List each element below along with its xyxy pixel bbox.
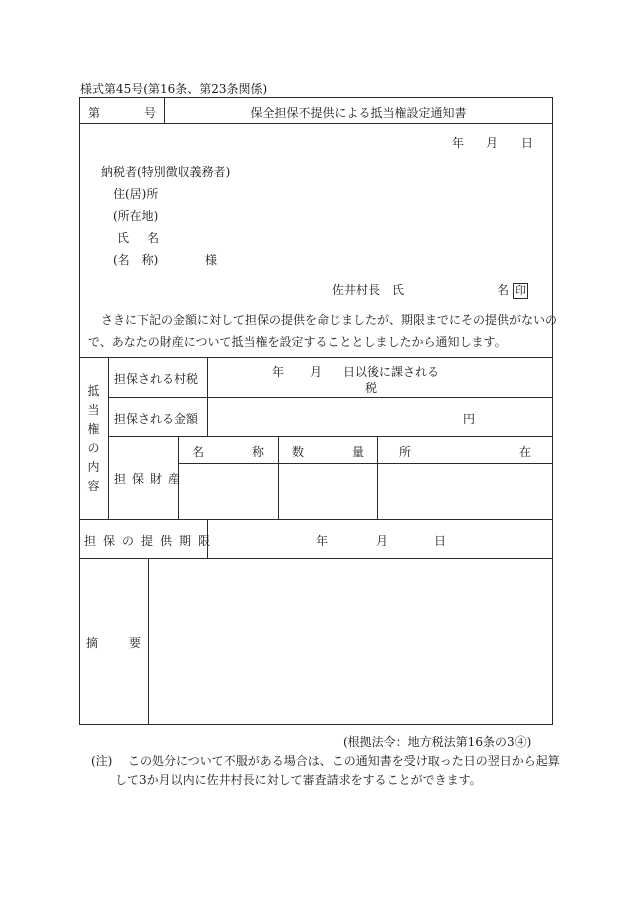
address-label: 住(居)所 — [113, 187, 159, 201]
col-location-header: 所 在 — [399, 445, 531, 459]
location-label: (所在地) — [113, 209, 159, 223]
deadline-top-line — [79, 519, 553, 520]
name-label-second: 名 — [147, 231, 160, 245]
note-prefix: (注) — [91, 754, 113, 768]
deadline-year: 年 — [316, 534, 329, 548]
tax-suffix: 税 — [365, 381, 378, 395]
issuer-name — [497, 281, 528, 299]
property-label: 担保財産 — [114, 472, 187, 486]
header-divider — [79, 123, 553, 124]
note-line-2: して3か月以内に佐井村長に対して審査請求をすることができます。 — [115, 773, 482, 787]
date-year: 年 — [452, 136, 465, 150]
tax-after-text: 日以後に課される — [343, 365, 440, 379]
summary-label: 摘 要 — [86, 636, 141, 650]
name-label-first: 氏 — [117, 231, 130, 245]
date-month: 月 — [486, 136, 499, 150]
seal-mark: 印 — [515, 284, 527, 297]
amount-label: 担保される金額 — [114, 412, 199, 426]
date-day: 日 — [521, 136, 534, 150]
property-header-divider — [178, 463, 553, 464]
form-serial-number — [88, 104, 156, 121]
summary-top-line — [79, 558, 553, 559]
number-suffix: 号 — [143, 106, 156, 120]
deadline-day: 日 — [434, 534, 447, 548]
col-qty-header: 数 量 — [292, 445, 364, 459]
name-qty-divider — [278, 436, 279, 519]
honorific: 様 — [205, 253, 218, 267]
body-text-line-2: で、あなたの財産について抵当権を設定することとしましたから通知します。 — [88, 335, 507, 349]
amount-unit: 円 — [463, 412, 476, 426]
issuer-name-char: 名 — [497, 283, 510, 297]
tax-label: 担保される村税 — [114, 372, 199, 386]
number-prefix: 第 — [88, 106, 101, 120]
body-text-line-1: さきに下記の金額に対して担保の提供を命じましたが、期限までにその提供がないの — [101, 313, 558, 327]
summary-divider — [148, 558, 149, 725]
taxpayer-label: 納税者(特別徴収義務者) — [101, 165, 231, 179]
qty-loc-divider — [377, 436, 378, 519]
col-name-header: 名 称 — [192, 445, 264, 459]
mortgage-top-line — [79, 357, 553, 358]
note-line-1: この処分について不服がある場合は、この通知書を受け取った日の翌日から起算 — [128, 754, 560, 768]
legal-basis: (根拠法令：地方税法第16条の3④) — [343, 735, 532, 749]
document-title: 保全担保不提供による抵当権設定通知書 — [250, 106, 467, 120]
mortgage-side-label: 抵 当 権 の 内 容 — [87, 384, 100, 493]
form-number: 様式第45号(第16条、第23条関係) — [80, 82, 268, 96]
corp-name-label: (名 称) — [113, 253, 159, 267]
mortgage-side-divider — [108, 357, 109, 519]
amount-row-divider — [108, 436, 553, 437]
deadline-label: 担保の提供期限 — [84, 534, 218, 548]
issuer-title: 佐井村長 氏 — [332, 283, 405, 297]
tax-year: 年 — [272, 365, 285, 379]
tax-row-divider — [108, 397, 553, 398]
tax-month: 月 — [310, 365, 323, 379]
deadline-month: 月 — [376, 534, 389, 548]
